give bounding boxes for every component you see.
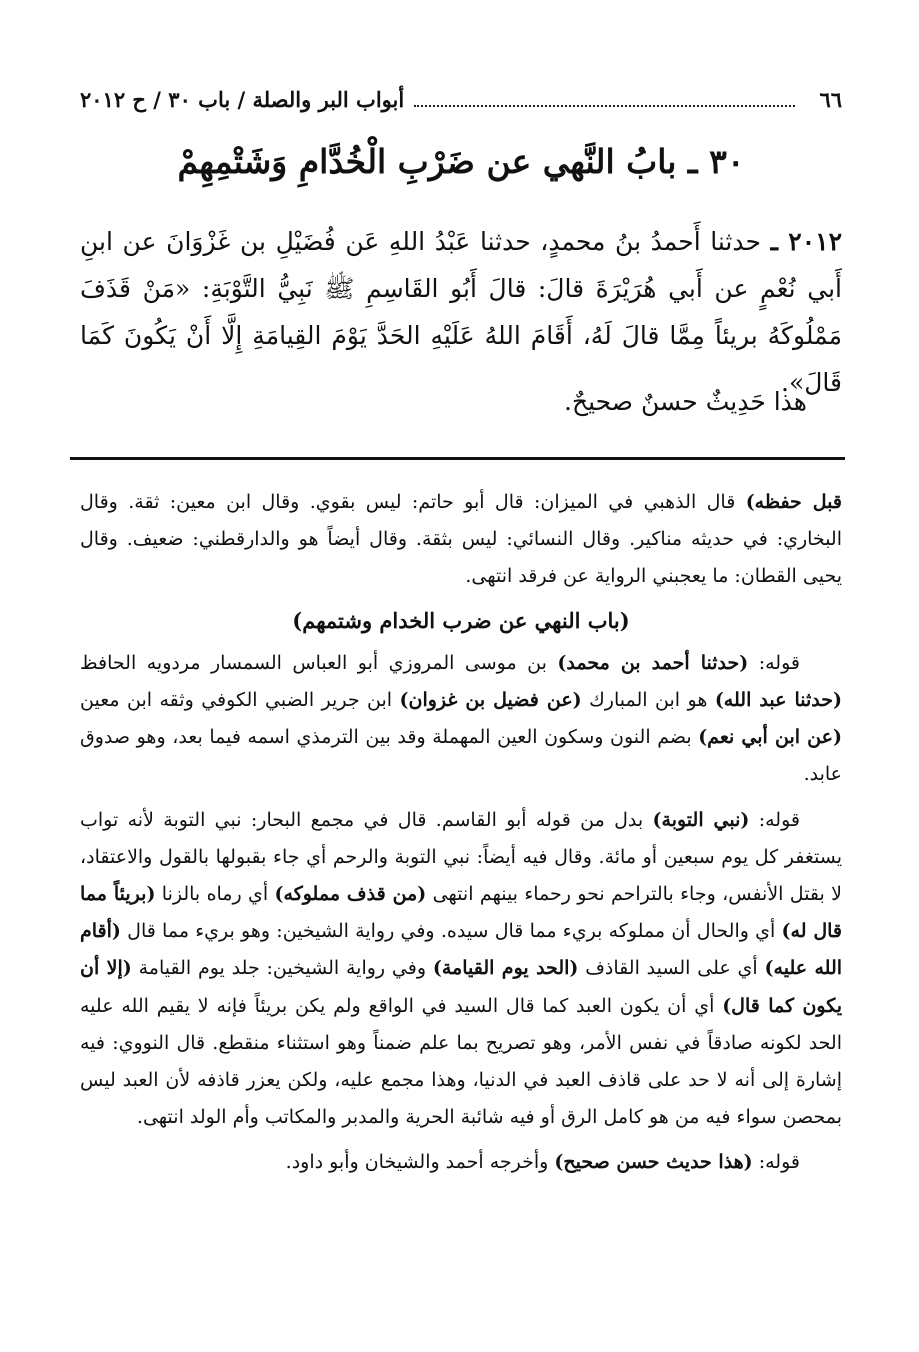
commentary-text: أي أن يكون العبد كما قال السيد في الواقع ولم يكن بريئاً فإنه لا يقيم الله عليه الحد لكونه صادقاً في نفس الأمر، وهو تصريح بما علم ضمناً وهو استثناء منقطع. قال النووي: فيه إشارة إلى أنه لا حد على قاذف العبد في الدنيا، وهذا مجمع عليه، ولكن يعزر قاذفه لأن العبد ليس بمحصن سواء فيه من هو كامل الرق أو فيه شائبة الحرية والمدبر والمكاتب وأم الولد انتهى.: [80, 994, 842, 1129]
commentary-bold: (إلا أن يكون كما قال): [80, 957, 842, 1017]
commentary-bold: (حدثنا عبد الله): [714, 689, 842, 712]
commentary-text: قال الذهبي في الميزان: قال أبو حاتم: ليس بقوي. وقال ابن معين: ثقة. وقال البخاري: في حديثه مناكير. وقال النسائي: ليس بثقة. وقال أيضاً هو والدارقطني: ضعيف. وقال يحيى القطان: ما يعجبني الرواية عن فرقد انتهى.: [80, 491, 842, 588]
commentary-text: وفي رواية الشيخين: جلد يوم القيامة: [131, 957, 433, 980]
commentary-bold: (من قذف مملوكه): [274, 883, 427, 906]
commentary-text: أي على السيد القاذف: [578, 957, 765, 980]
commentary-text: هو ابن المبارك: [581, 689, 715, 712]
commentary-text: وأخرجه أحمد والشيخان وأبو داود.: [285, 1151, 555, 1174]
commentary-text: أي والحال أن مملوكه بريء مما قال سيده. وفي رواية الشيخين: وهو بريء مما قال: [120, 920, 782, 943]
commentary-paragraph: [80, 645, 842, 794]
commentary-subheading: (باب النهي عن ضرب الخدام وشتمهم): [292, 607, 630, 633]
commentary-text: أي رماه بالزنا: [155, 883, 275, 906]
commentary-bold: (أقام الله عليه): [80, 920, 843, 980]
commentary-bold: (عن فضيل بن غزوان): [399, 689, 582, 712]
hadith-verdict: هذا حَدِيثٌ حسنٌ صحيحٌ.: [564, 387, 807, 416]
chapter-title: ٣٠ ـ بابُ النَّهي عن ضَرْبِ الْخُدَّامِ وَشَتْمِهِمْ: [177, 142, 745, 181]
commentary-bold: (نبي التوبة): [652, 808, 750, 831]
commentary-paragraph: [80, 484, 842, 596]
footnote-divider: [70, 457, 845, 460]
commentary-text: بضم النون وسكون العين المهملة وقد بين الترمذي اسمه فيما بعد، وهو صدوق عابد.: [80, 726, 842, 786]
commentary-bold: (الحد يوم القيامة): [432, 957, 579, 980]
commentary-text: قوله:: [752, 1151, 800, 1174]
commentary-bold: (هذا حديث حسن صحيح): [554, 1151, 753, 1174]
commentary-text: قوله:: [749, 808, 800, 831]
commentary-bold: (حدثنا أحمد بن محمد): [557, 651, 749, 674]
hadith-number: ٢٠١٢ ـ: [770, 227, 842, 256]
commentary: [80, 484, 842, 1182]
commentary-paragraph: [80, 1144, 842, 1181]
running-title: أبواب البر والصلة / باب ٣٠ / ح ٢٠١٢: [80, 86, 405, 112]
commentary-bold: (عن ابن أبي نعم): [698, 726, 842, 749]
commentary-paragraph: [80, 802, 842, 1137]
header-dotted-leader: [414, 91, 795, 107]
commentary-text: بن موسى المروزي أبو العباس السمسار مردويه الحافظ: [80, 651, 558, 674]
page-number: ٦٦: [819, 86, 842, 112]
commentary-text: ابن جرير الضبي الكوفي وثقه ابن معين: [80, 689, 400, 712]
commentary-bold: قبل حفظه): [745, 491, 842, 513]
commentary-text: قوله:: [748, 651, 800, 674]
hadith-body: حدثنا أَحمدُ بنُ محمدٍ، حدثنا عَبْدُ اللهِ عَن فُضَيْلِ بن غَزْوَانَ عن ابنِ أَبي نُعْمٍ عن أَبي هُرَيْرَةَ قالَ: قالَ أَبُو القَاسِمِ ﷺ نَبِيُّ التَّوْبَةِ: «مَنْ قَذَفَ مَمْلُوكَهُ بريئاً مِمَّا قالَ لَهُ، أَقَامَ اللهُ عَلَيْهِ الحَدَّ يَوْمَ القِيامَةِ إِلَّا أَنْ يَكُونَ كَمَا قَالَ».: [80, 227, 842, 397]
commentary-bold: (بريئاً مما قال له): [80, 883, 843, 943]
running-header: [80, 82, 842, 116]
commentary-text: بدل من قوله أبو القاسم. قال في مجمع البحار: نبي التوبة لأنه تواب يستغفر كل يوم سبعين أو مائة. وقال فيه أيضاً: نبي التوبة والرحم أي جاء بقبولها بالقول والاعتقاد، لا بقتل الأنفس، وجاء بالتراحم نحو رحماء بينهم انتهى: [80, 808, 843, 906]
